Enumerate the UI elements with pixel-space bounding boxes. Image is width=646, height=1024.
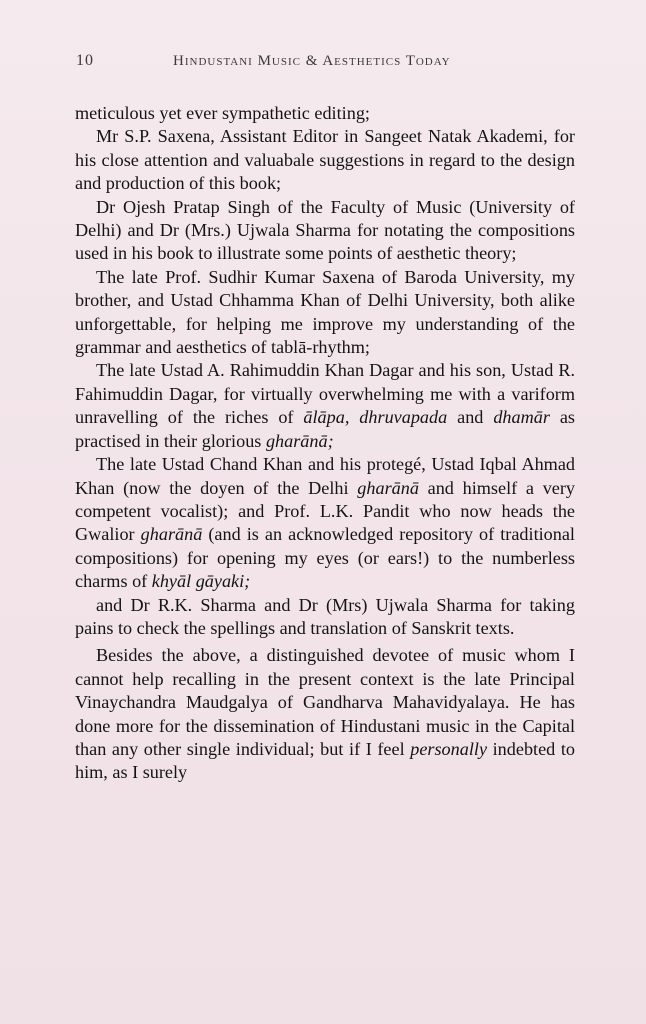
text-run: and [447, 407, 494, 428]
paragraph [75, 359, 575, 453]
paragraph [75, 196, 575, 266]
italic-term: gharānā [357, 477, 419, 498]
paragraph [75, 266, 575, 360]
text-run: Dr Ojesh Pratap Singh of the Faculty of Music (University of Delhi) and Dr (Mrs.) Ujwala Sharma for notating the compositions used in his book to illustrate some points of aesthetic theory; [75, 196, 575, 264]
body-text [75, 102, 575, 785]
italic-term: dhamār [493, 407, 550, 428]
italic-term: gharānā [140, 524, 203, 545]
text-run: The late Ustad A. Rahimuddin Khan Dagar and his son, Ustad R. Fahimuddin Dagar, for virtually overwhelming me with a variform unravelling of the riches of [75, 360, 575, 428]
paragraph [75, 125, 575, 195]
paragraph [75, 102, 575, 125]
italic-term: ālāpa, dhruvapada [303, 407, 448, 428]
text-run: indebted to him, as I surely [75, 738, 575, 783]
text-run: Mr S.P. Saxena, Assistant Editor in Sangeet Natak Akademi, for his close attention and valuabale suggestions in regard to the design and production of this book; [75, 126, 575, 194]
italic-term: khyāl gāyaki; [151, 571, 251, 592]
running-title: Hindustani Music & Aesthetics Today [173, 53, 451, 69]
paragraph [75, 644, 575, 784]
text-run: The late Prof. Sudhir Kumar Saxena of Baroda University, my brother, and Ustad Chhamma Khan of Delhi University, both alike unforgettable, for helping me improve my understanding of the grammar and aesthetics of tablā-rhythm; [75, 266, 575, 358]
page-header [76, 52, 576, 74]
text-run: as practised in their glorious [75, 407, 575, 451]
text-run: Besides the above, a distinguished devotee of music whom I cannot help recalling in the present context is the late Principal Vinaychandra Maudgalya of Gandharva Mahavidyalaya. He has done more for the dissemination of Hindustani music in the Capital than any other single individual; but if I feel [75, 645, 575, 759]
paragraph [75, 453, 575, 593]
italic-term: personally [410, 738, 488, 759]
text-run: The late Ustad Chand Khan and his protegé, Ustad Iqbal Ahmad Khan (now the doyen of the Delhi [75, 454, 575, 498]
text-run: and himself a very competent vocalist); and Prof. L.K. Pandit who now heads the Gwalior [75, 477, 576, 545]
text-run: (and is an acknowledged repository of traditional compositions) for opening my eyes (or ears!) to the numberless charms of [75, 524, 575, 592]
italic-term: gharānā; [265, 430, 334, 451]
text-run: meticulous yet ever sympathetic editing; [75, 103, 370, 123]
paragraph [75, 594, 575, 641]
text-run: and Dr R.K. Sharma and Dr (Mrs) Ujwala Sharma for taking pains to check the spellings and translation of Sanskrit texts. [75, 594, 575, 638]
page-number: 10 [76, 52, 94, 69]
